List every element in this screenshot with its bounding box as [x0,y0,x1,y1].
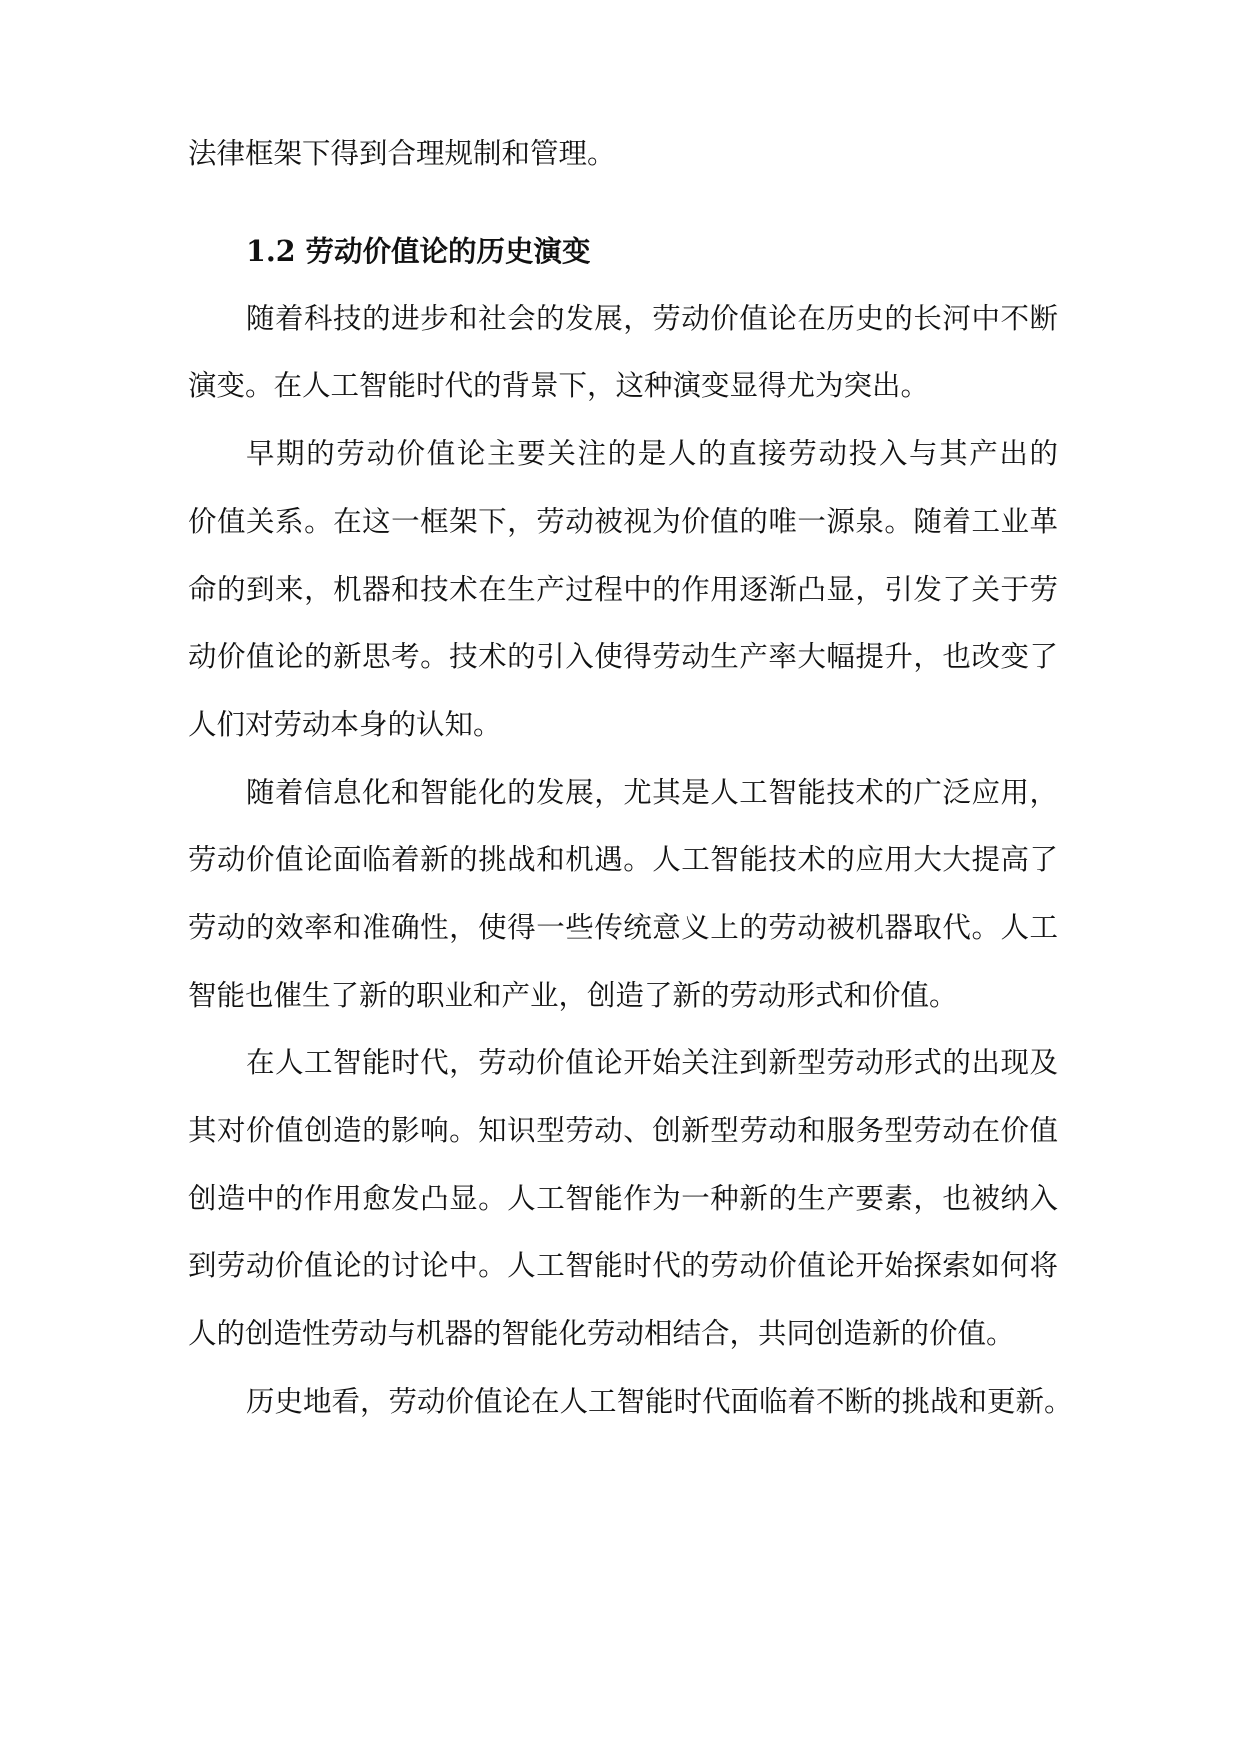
text-line: 法律框架下得到合理规制和管理。 [188,137,616,170]
text-line: 随着科技的进步和社会的发展，劳动价值论在历史的长河中不断 [246,302,1058,335]
text-line: 其对价值创造的影响。知识型劳动、创新型劳动和服务型劳动在价值 [188,1114,1058,1147]
text-line: 在人工智能时代，劳动价值论开始关注到新型劳动形式的出现及 [246,1046,1058,1079]
text-line: 创造中的作用愈发凸显。人工智能作为一种新的生产要素，也被纳入 [188,1182,1058,1215]
text-line: 人的创造性劳动与机器的智能化劳动相结合，共同创造新的价值。 [188,1317,1015,1350]
text-line: 价值关系。在这一框架下，劳动被视为价值的唯一源泉。随着工业革 [188,505,1058,538]
text-line: 到劳动价值论的讨论中。人工智能时代的劳动价值论开始探索如何将 [188,1249,1058,1282]
text-line: 命的到来，机器和技术在生产过程中的作用逐渐凸显，引发了关于劳 [188,573,1058,606]
section-heading: 1.2 劳动价值论的历史演变 [246,234,591,268]
text-line: 劳动的效率和准确性，使得一些传统意义上的劳动被机器取代。人工 [188,911,1058,944]
text-line: 智能也催生了新的职业和产业，创造了新的劳动形式和价值。 [188,979,958,1012]
text-line: 随着信息化和智能化的发展，尤其是人工智能技术的广泛应用， [246,776,1058,809]
text-line: 动价值论的新思考。技术的引入使得劳动生产率大幅提升，也改变了 [188,640,1058,673]
text-line: 早期的劳动价值论主要关注的是人的直接劳动投入与其产出的 [246,437,1058,470]
text-line: 演变。在人工智能时代的背景下，这种演变显得尤为突出。 [188,369,930,402]
text-line: 人们对劳动本身的认知。 [188,708,502,741]
text-line: 历史地看，劳动价值论在人工智能时代面临着不断的挑战和更新。 [246,1385,1073,1418]
text-line: 劳动价值论面临着新的挑战和机遇。人工智能技术的应用大大提高了 [188,843,1058,876]
